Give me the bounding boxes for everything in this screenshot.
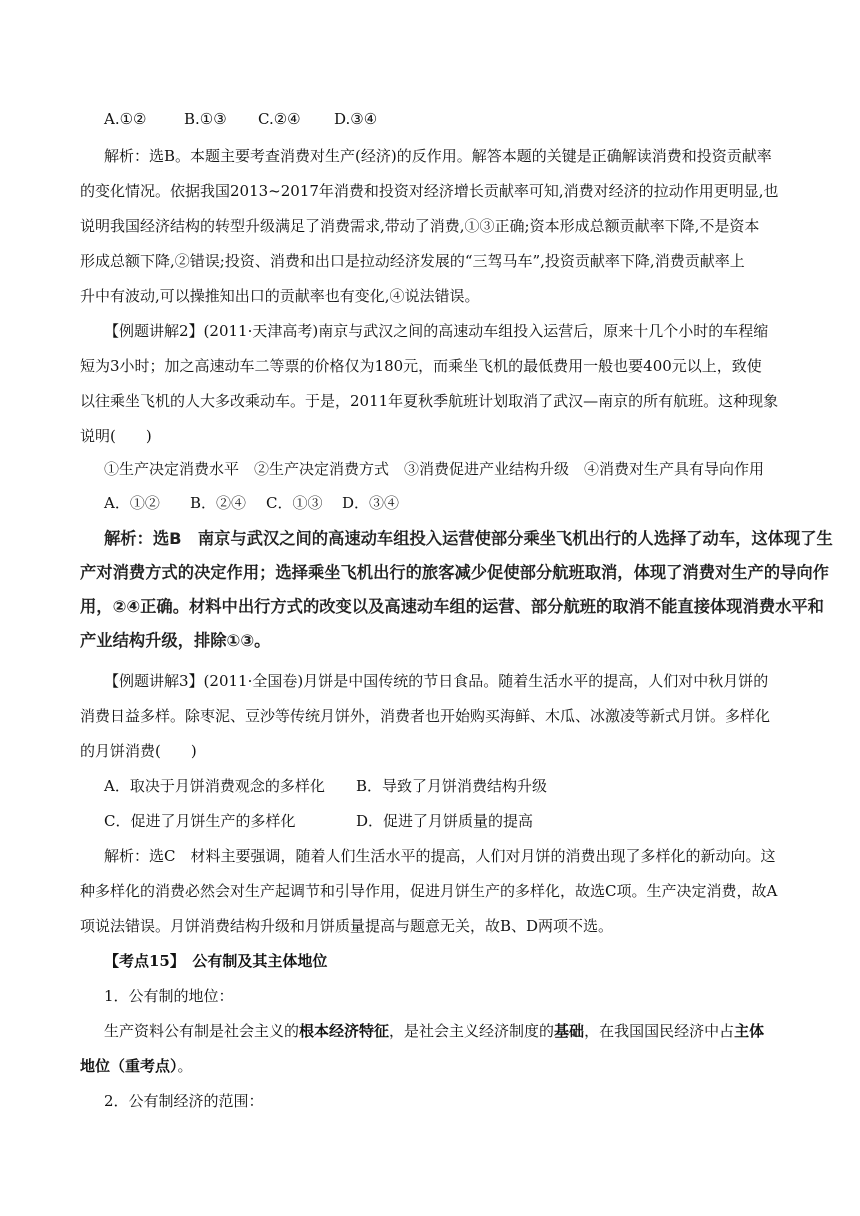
analysis-line-bold: 产对消费方式的决定作用；选择乘坐飞机出行的旅客减少促使部分航班取消，体现了消费对生产的导向作 — [80, 563, 829, 582]
para-emphasis: 主体 — [734, 1022, 765, 1040]
list-item-heading: 2．公有制经济的范围： — [104, 1092, 264, 1110]
example-question-line: 说明( ) — [80, 427, 152, 445]
list-item-heading: 1．公有制的地位： — [104, 987, 234, 1005]
example-question-line: 短为3小时；加之高速动车二等票的价格仅为180元，而乘坐飞机的最低费用一般也要400元以上，致使 — [80, 357, 762, 375]
body-paragraph — [104, 1020, 764, 1042]
analysis-line-bold: 用，②④正确。材料中出行方式的改变以及高速动车组的运营、部分航班的取消不能直接体现消费水平和 — [80, 597, 824, 616]
option-d: D．促进了月饼质量的提高 — [356, 812, 534, 830]
analysis-line: 说明我国经济结构的转型升级满足了消费需求,带动了消费,①③正确;资本形成总额贡献率下降,不是资本 — [80, 217, 760, 235]
option-c: C．促进了月饼生产的多样化 — [104, 812, 296, 830]
option-a: A．取决于月饼消费观念的多样化 — [104, 777, 325, 795]
para-text: ，是社会主义经济制度的 — [389, 1022, 555, 1040]
option-c: C.②④ — [258, 110, 301, 128]
option-d: D．③④ — [342, 494, 400, 512]
option-b: B．②④ — [190, 494, 247, 512]
option-d: D.③④ — [334, 110, 378, 128]
example-question-line: 消费日益多样。除枣泥、豆沙等传统月饼外，消费者也开始购买海鲜、木瓜、冰激凌等新式月饼。多样化 — [80, 707, 771, 725]
analysis-line: 形成总额下降,②错误;投资、消费和出口是拉动经济发展的“三驾马车”,投资贡献率下降,消费贡献率上 — [80, 252, 745, 270]
example-question-line: 【例题讲解3】(2011·全国卷)月饼是中国传统的节日食品。随着生活水平的提高，人们对中秋月饼的 — [104, 672, 769, 690]
para-emphasis: 根本经济特征 — [299, 1022, 390, 1040]
para-emphasis: 基础 — [554, 1022, 585, 1040]
option-b: B.①③ — [184, 110, 227, 128]
para-text: ，在我国国民经济中占 — [584, 1022, 735, 1040]
para-text: 生产资料公有制是社会主义的 — [104, 1022, 300, 1040]
section-heading: 【考点15】 公有制及其主体地位 — [104, 952, 328, 970]
example-question-line: 以往乘坐飞机的人大多改乘动车。于是，2011年夏秋季航班计划取消了武汉—南京的所有航班。这种现象 — [80, 392, 779, 410]
analysis-line: 解析：选B。本题主要考查消费对生产(经济)的反作用。解答本题的关键是正确解读消费和投资贡献率 — [104, 147, 772, 165]
example-question-line: 的月饼消费( ) — [80, 742, 197, 760]
analysis-line: 种多样化的消费必然会对生产起调节和引导作用，促进月饼生产的多样化，故选C项。生产决定消费，故A — [80, 882, 778, 900]
option-a: A．①② — [104, 494, 160, 512]
analysis-line: 项说法错误。月饼消费结构升级和月饼质量提高与题意无关，故B、D两项不选。 — [80, 917, 614, 935]
statements-line: ①生产决定消费水平 ②生产决定消费方式 ③消费促进产业结构升级 ④消费对生产具有导向作用 — [104, 460, 765, 478]
analysis-line-bold: 产业结构升级，排除①③。 — [80, 631, 271, 650]
para-emphasis: 地位（重考点） — [80, 1057, 178, 1075]
example-question-line: 【例题讲解2】(2011·天津高考)南京与武汉之间的高速动车组投入运营后，原来十几个小时的车程缩 — [104, 322, 769, 340]
para-text: 。 — [177, 1057, 193, 1075]
analysis-line: 的变化情况。依据我国2013~2017年消费和投资对经济增长贡献率可知,消费对经济的拉动作用更明显,也 — [80, 182, 779, 200]
body-paragraph — [80, 1055, 193, 1077]
option-b: B．导致了月饼消费结构升级 — [356, 777, 548, 795]
option-c: C．①③ — [266, 494, 323, 512]
analysis-line: 升中有波动,可以操推知出口的贡献率也有变化,④说法错误。 — [80, 287, 480, 305]
option-a: A.①② — [104, 110, 147, 128]
analysis-line-bold: 解析：选B 南京与武汉之间的高速动车组投入运营使部分乘坐飞机出行的人选择了动车，这体现了生 — [104, 529, 833, 548]
analysis-line: 解析：选C 材料主要强调，随着人们生活水平的提高，人们对月饼的消费出现了多样化的新动向。这 — [104, 847, 776, 865]
